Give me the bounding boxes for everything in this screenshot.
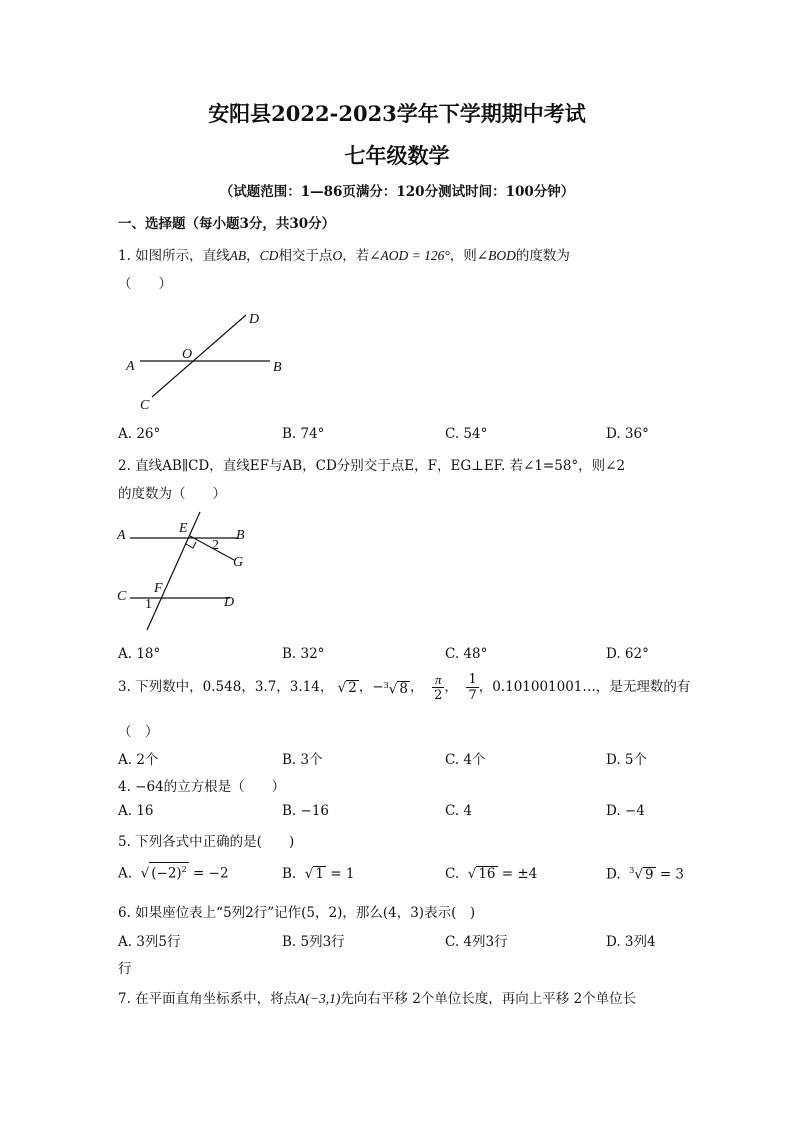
- q1-option-a[interactable]: A. 26°: [118, 426, 161, 442]
- q1-option-d[interactable]: D. 36°: [606, 426, 649, 442]
- line-cd: [152, 315, 246, 397]
- line-ef: [147, 512, 200, 630]
- q3-option-b[interactable]: B. 3个: [282, 752, 323, 768]
- q6-option-d[interactable]: D. 3列4: [606, 934, 656, 950]
- q6-option-a[interactable]: A. 3列5行: [118, 934, 181, 950]
- right-angle-mark: [186, 542, 196, 548]
- q1-option-b[interactable]: B. 74°: [282, 426, 325, 442]
- q2-option-d[interactable]: D. 62°: [606, 646, 649, 662]
- label-b: B: [236, 528, 245, 543]
- label-o: O: [182, 347, 193, 362]
- q4-option-b[interactable]: B. −16: [282, 803, 329, 819]
- q2-option-c[interactable]: C. 48°: [445, 646, 488, 662]
- label-d: D: [249, 312, 260, 327]
- q3-option-a[interactable]: A. 2个: [118, 752, 159, 768]
- fraction-pi-over-2: $\frac{\pi}{2}$: [434, 672, 443, 703]
- section-heading: 一、选择题（每小题3分，共30分）: [118, 216, 336, 232]
- question-2-text: 2. 直线AB∥CD，直线EF与AB，CD分别交于点E，F，EG⊥EF. 若∠1=58°，则∠2: [118, 458, 626, 474]
- cbrt8-radicand: 8: [399, 681, 408, 698]
- label-c: C: [140, 398, 150, 413]
- question-1-text: 1. 如图所示，直线AB，CD相交于点O，若∠AOD = 126°，则∠BOD的度数为: [118, 248, 570, 264]
- q6-option-b[interactable]: B. 5列3行: [282, 934, 345, 950]
- label-c: C: [117, 589, 127, 604]
- label-angle-2: 2: [212, 538, 219, 553]
- question-1-figure: [118, 305, 298, 415]
- q5-option-b[interactable]: B. √ 1 = 1: [282, 866, 355, 882]
- question-1-paren: （ ）: [118, 276, 172, 292]
- question-7-text: 7. 在平面直角坐标系中，将点A(−3,1)先向右平移 2个单位长度，再向上平移 2个单位长: [118, 991, 637, 1007]
- q6-option-c[interactable]: C. 4列3行: [445, 934, 508, 950]
- q2-option-a[interactable]: A. 18°: [118, 646, 161, 662]
- label-a: A: [126, 359, 135, 374]
- question-6-text: 6. 如果座位表上“5列2行”记作(5，2)，那么(4，3)表示( ): [118, 905, 476, 921]
- q3-option-d[interactable]: D. 5个: [606, 752, 648, 768]
- exam-subtitle: 七年级数学: [344, 143, 450, 168]
- q4-option-c[interactable]: C. 4: [445, 803, 473, 819]
- q2-option-b[interactable]: B. 32°: [282, 646, 325, 662]
- q4-option-a[interactable]: A. 16: [118, 803, 154, 819]
- question-3-paren: （ ）: [118, 724, 159, 740]
- q5-option-a[interactable]: A. √ $(-2)^2 = -2$: [118, 862, 229, 882]
- exam-title: 安阳县2022-2023学年下学期期中考试: [208, 101, 586, 126]
- question-2-figure: [116, 508, 266, 636]
- q5-option-c[interactable]: C. √ 16 = ±4: [445, 866, 538, 882]
- label-angle-1: 1: [145, 597, 152, 612]
- question-3-text: 3. 下列数中，0.548，3.7，3.14， √ 2 ，−$^3$√ 8 ， $\frac{\pi}{2}$ ， $\frac{1}{7}$ ，0.101001001…，是无理数的有: [118, 672, 691, 703]
- q5-option-d[interactable]: D. $^3$√ 9 = 3: [606, 866, 685, 883]
- label-a: A: [117, 528, 126, 543]
- exam-meta: （试题范围：1—86页满分：120分测试时间：100分钟）: [219, 184, 575, 200]
- q4-option-d[interactable]: D. −4: [606, 803, 645, 819]
- label-g: G: [233, 555, 244, 570]
- question-2-text-cont: 的度数为（ ）: [118, 486, 226, 502]
- q3-option-c[interactable]: C. 4个: [445, 752, 486, 768]
- question-4-text: 4. −64的立方根是（ ）: [118, 779, 286, 795]
- label-d: D: [224, 595, 235, 610]
- q1-option-c[interactable]: C. 54°: [445, 426, 488, 442]
- question-5-text: 5. 下列各式中正确的是( ): [118, 834, 295, 850]
- label-f: F: [154, 581, 163, 596]
- label-b: B: [273, 360, 282, 375]
- label-e: E: [179, 521, 188, 536]
- sqrt2-radicand: 2: [348, 679, 357, 696]
- q6-option-d-wrap: 行: [118, 961, 132, 977]
- fraction-one-seventh: $\frac{1}{7}$: [468, 672, 477, 703]
